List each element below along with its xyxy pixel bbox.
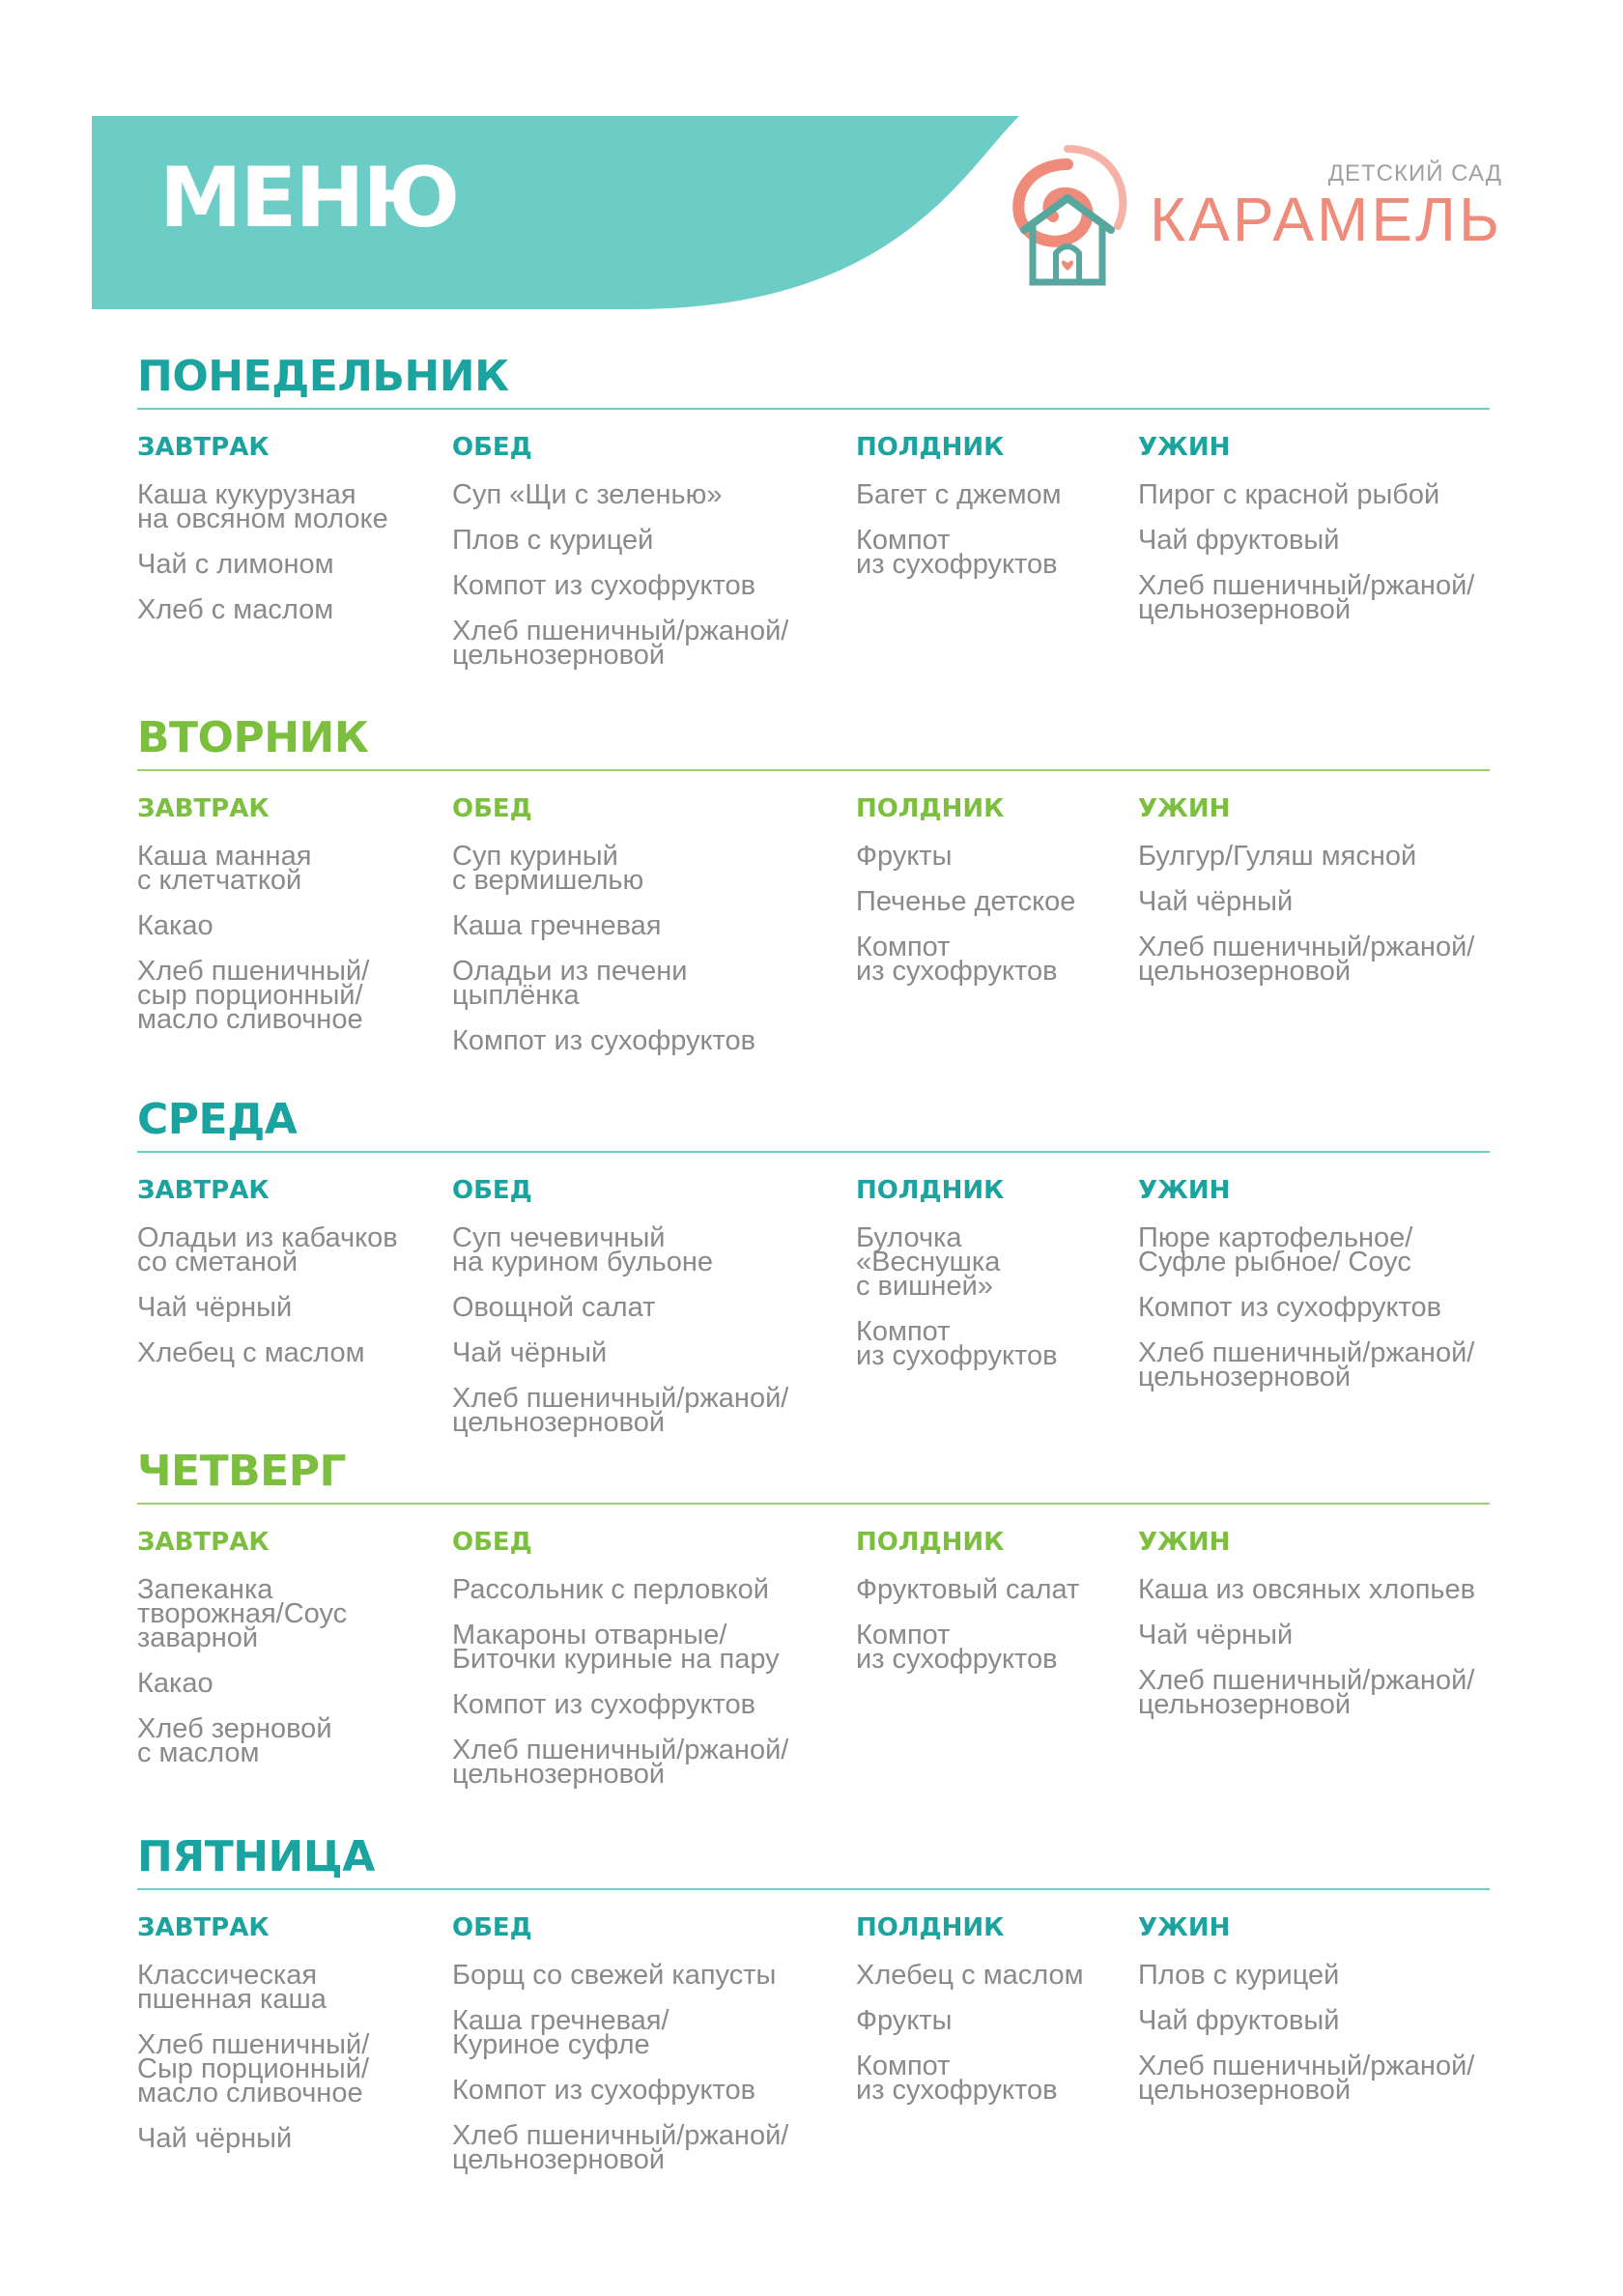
menu-item: Компот из сухофруктов [856, 1620, 1058, 1675]
meal-title: ПОЛДНИК [856, 794, 1005, 823]
menu-item: Булгур/Гуляш мясной [1138, 841, 1417, 872]
meal-title: ЗАВТРАК [137, 1528, 270, 1557]
day-title: ПЯТНИЦА [137, 1832, 375, 1881]
menu-item: Суп куриный с вермишелью [452, 841, 644, 896]
menu-item: Чай с лимоном [137, 549, 334, 580]
menu-item: Чай чёрный [137, 1292, 293, 1323]
divider [137, 1888, 1490, 1890]
menu-item: Компот из сухофруктов [856, 2051, 1058, 2106]
meal-lunch [452, 435, 788, 689]
divider [137, 1151, 1490, 1153]
divider [137, 769, 1490, 771]
menu-item: Макароны отварные/ Биточки куриные на пару [452, 1620, 780, 1675]
meal-title: ПОЛДНИК [856, 433, 1005, 462]
menu-item: Овощной салат [452, 1292, 656, 1323]
menu-item: Хлеб пшеничный/ржаной/ цельнозерновой [1138, 570, 1475, 625]
meal-title: ПОЛДНИК [856, 1913, 1005, 1942]
menu-item: Пюре картофельное/ Суфле рыбное/ Соус [1138, 1222, 1413, 1277]
day-title: ВТОРНИК [137, 713, 369, 762]
menu-item: Чай чёрный [137, 2123, 293, 2154]
menu-item: Компот из сухофруктов [856, 1316, 1058, 1371]
menu-item: Компот из сухофруктов [1138, 1292, 1442, 1323]
menu-item: Каша кукурузная на овсяном молоке [137, 479, 388, 534]
meal-breakfast [137, 435, 388, 644]
meal-title: УЖИН [1138, 1176, 1231, 1205]
meal-title: ОБЕД [452, 794, 532, 823]
meal-title: ЗАВТРАК [137, 433, 270, 462]
meal-snack [856, 435, 1062, 598]
menu-item: Компот из сухофруктов [452, 1025, 756, 1056]
divider [137, 1503, 1490, 1505]
meal-title: УЖИН [1138, 794, 1231, 823]
menu-item: Плов с курицей [1138, 1960, 1340, 1991]
meal-title: ЗАВТРАК [137, 1913, 270, 1942]
menu-item: Хлеб пшеничный/ржаной/ цельнозерновой [452, 2120, 789, 2175]
day-title: СРЕДА [137, 1095, 298, 1144]
menu-item: Чай чёрный [452, 1337, 608, 1368]
menu-item: Компот из сухофруктов [856, 525, 1058, 580]
menu-item: Пирог с красной рыбой [1138, 479, 1440, 510]
meal-dinner [1138, 1530, 1475, 1738]
day-title: ПОНЕДЕЛЬНИК [137, 352, 509, 401]
menu-item: Суп «Щи с зеленью» [452, 479, 723, 510]
logo [1000, 135, 1502, 300]
menu-item: Хлеб пшеничный/ Сыр порционный/ масло сливочное [137, 2029, 370, 2109]
menu-item: Хлеб зерновой с маслом [137, 1713, 332, 1768]
meal-lunch [452, 1915, 788, 2194]
meal-title: УЖИН [1138, 433, 1231, 462]
menu-item: Компот из сухофруктов [452, 1689, 756, 1720]
meal-breakfast [137, 1530, 347, 1787]
menu-item: Компот из сухофруктов [452, 570, 756, 601]
menu-item: Хлеб пшеничный/ржаной/ цельнозерновой [1138, 1665, 1475, 1720]
meal-title: ЗАВТРАК [137, 1176, 270, 1205]
menu-item: Хлеб пшеничный/ржаной/ цельнозерновой [1138, 2051, 1475, 2106]
meal-lunch [452, 796, 755, 1075]
menu-item: Фруктовый салат [856, 1574, 1080, 1605]
meal-breakfast [137, 1915, 369, 2172]
menu-item: Фрукты [856, 2005, 953, 2036]
logo-name: КАРАМЕЛЬ [1149, 185, 1502, 254]
day-title: ЧЕТВЕРГ [137, 1447, 347, 1496]
meal-dinner [1138, 1178, 1474, 1411]
menu-item: Каша гречневая [452, 910, 662, 941]
menu-item: Оладьи из печени цыплёнка [452, 956, 688, 1011]
menu-item: Каша манная с клетчаткой [137, 841, 312, 896]
page-title: МЕНЮ [159, 150, 459, 246]
menu-item: Суп чечевичный на курином бульоне [452, 1222, 713, 1277]
meal-title: УЖИН [1138, 1913, 1231, 1942]
menu-item: Чай фруктовый [1138, 2005, 1340, 2036]
menu-item: Борщ со свежей капусты [452, 1960, 777, 1991]
menu-item: Оладьи из кабачков со сметаной [137, 1222, 398, 1277]
meal-lunch [452, 1178, 788, 1456]
menu-item: Какао [137, 1668, 214, 1699]
meal-title: ЗАВТРАК [137, 794, 270, 823]
meal-title: ОБЕД [452, 1528, 532, 1557]
menu-item: Печенье детское [856, 886, 1076, 917]
meal-title: ПОЛДНИК [856, 1176, 1005, 1205]
meal-title: ОБЕД [452, 1913, 532, 1942]
menu-item: Хлеб пшеничный/ржаной/ цельнозерновой [452, 1383, 789, 1438]
menu-item: Классическая пшенная каша [137, 1960, 327, 2015]
menu-item: Какао [137, 910, 214, 941]
meal-snack [856, 796, 1075, 1005]
menu-item: Булочка «Веснушка с вишней» [856, 1222, 1001, 1302]
meal-lunch [452, 1530, 788, 1808]
menu-item: Фрукты [856, 841, 953, 872]
meal-breakfast [137, 1178, 398, 1387]
logo-swirl-house-icon [1000, 145, 1135, 290]
menu-item: Каша гречневая/ Куриное суфле [452, 2005, 669, 2060]
meal-snack [856, 1530, 1079, 1693]
menu-item: Хлеб пшеничный/ржаной/ цельнозерновой [1138, 1337, 1475, 1392]
meal-dinner [1138, 1915, 1474, 2124]
menu-item: Плов с курицей [452, 525, 654, 556]
meal-title: УЖИН [1138, 1528, 1231, 1557]
menu-item: Хлеб пшеничный/ржаной/ цельнозерновой [452, 616, 789, 671]
menu-item: Багет с джемом [856, 479, 1062, 510]
menu-item: Рассольник с перловкой [452, 1574, 769, 1605]
menu-item: Компот из сухофруктов [856, 932, 1058, 987]
menu-item: Хлебец с маслом [856, 1960, 1084, 1991]
meal-dinner [1138, 435, 1474, 644]
menu-item: Запеканка творожная/Соус заварной [137, 1574, 348, 1653]
menu-item: Хлебец с маслом [137, 1337, 365, 1368]
divider [137, 408, 1490, 410]
menu-item: Хлеб пшеничный/ржаной/ цельнозерновой [1138, 932, 1475, 987]
menu-item: Хлеб пшеничный/ сыр порционный/ масло сливочное [137, 956, 370, 1035]
menu-item: Компот из сухофруктов [452, 2075, 756, 2106]
menu-item: Чай чёрный [1138, 1620, 1294, 1650]
menu-item: Хлеб пшеничный/ржаной/ цельнозерновой [452, 1735, 789, 1790]
meal-title: ОБЕД [452, 433, 532, 462]
menu-item: Хлеб с маслом [137, 594, 334, 625]
menu-item: Каша из овсяных хлопьев [1138, 1574, 1476, 1605]
meal-snack [856, 1178, 1058, 1390]
meal-title: ОБЕД [452, 1176, 532, 1205]
meal-snack [856, 1915, 1084, 2124]
menu-item: Чай чёрный [1138, 886, 1294, 917]
meal-dinner [1138, 796, 1474, 1005]
menu-item: Чай фруктовый [1138, 525, 1340, 556]
meal-title: ПОЛДНИК [856, 1528, 1005, 1557]
meal-breakfast [137, 796, 369, 1053]
logo-subtitle: ДЕТСКИЙ САД [1327, 160, 1502, 187]
